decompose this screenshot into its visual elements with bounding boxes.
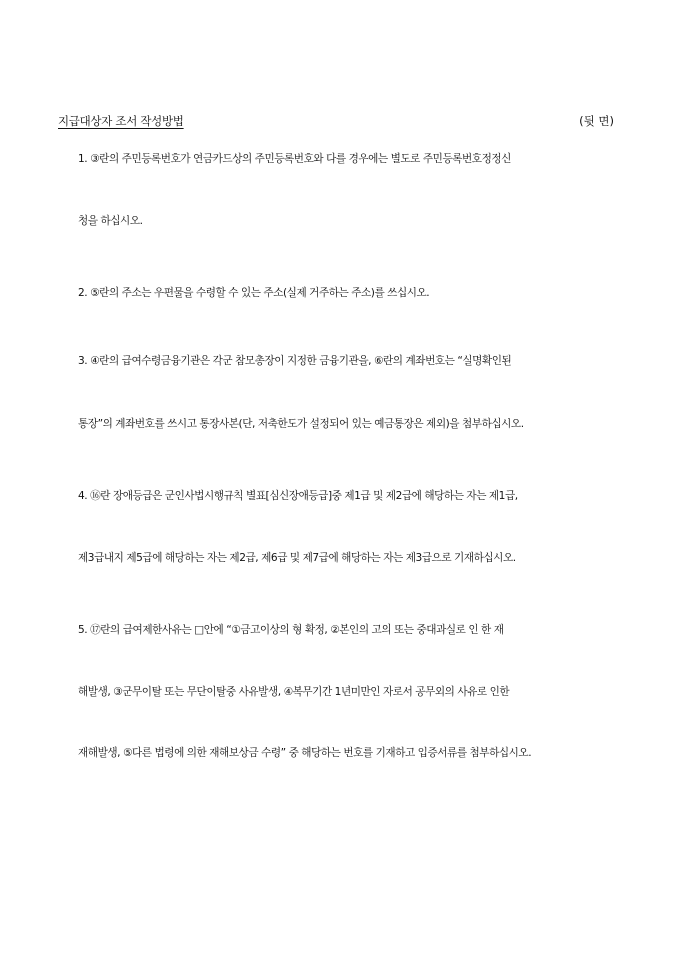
instruction-2-line-1: 2. ⑤란의 주소는 우편물을 수령할 수 있는 주소(실제 거주하는 주소)를 쓰십시오.: [78, 287, 430, 299]
instruction-5-line-3: 재해발생, ⑤다른 법령에 의한 재해보상금 수령” 중 해당하는 번호를 기재하고 입증서류를 첨부하십시오.: [78, 747, 532, 759]
instruction-5-line-1: 5. ⑰란의 급여제한사유는 □안에 “①금고이상의 형 확정, ②본인의 고의 또는 중대과실로 인 한 재: [78, 624, 504, 636]
document-title: 지급대상자 조서 작성방법: [58, 114, 184, 128]
instruction-3-line-2: 통장”의 계좌번호를 쓰시고 통장사본(단, 저축한도가 설정되어 있는 예금통장은 제외)을 첨부하십시오.: [78, 418, 524, 430]
instruction-4-line-2: 제3급내지 제5급에 해당하는 자는 제2급, 제6급 및 제7급에 해당하는 자는 제3급으로 기재하십시오.: [78, 552, 516, 564]
instruction-5-line-2: 해발생, ③군무이탈 또는 무단이탈중 사유발생, ④복무기간 1년미만인 자로서 공무외의 사유로 인한: [78, 686, 510, 698]
instruction-1-line-2: 청을 하십시오.: [78, 215, 143, 227]
instruction-4-line-1: 4. ⑯란 장애등급은 군인사법시행규칙 별표[심신장애등급]중 제1급 및 제2급에 해당하는 자는 제1급,: [78, 490, 518, 502]
page-side-label: (뒷 면): [579, 114, 614, 128]
document-header: [58, 113, 614, 133]
instruction-1-line-1: 1. ③란의 주민등록번호가 연금카드상의 주민등록번호와 다를 경우에는 별도로 주민등록번호정정신: [78, 153, 511, 165]
instruction-3-line-1: 3. ④란의 급여수령금융기관은 각군 참모총장이 지정한 금융기관을, ⑥란의 계좌번호는 “실명확인된: [78, 355, 512, 367]
